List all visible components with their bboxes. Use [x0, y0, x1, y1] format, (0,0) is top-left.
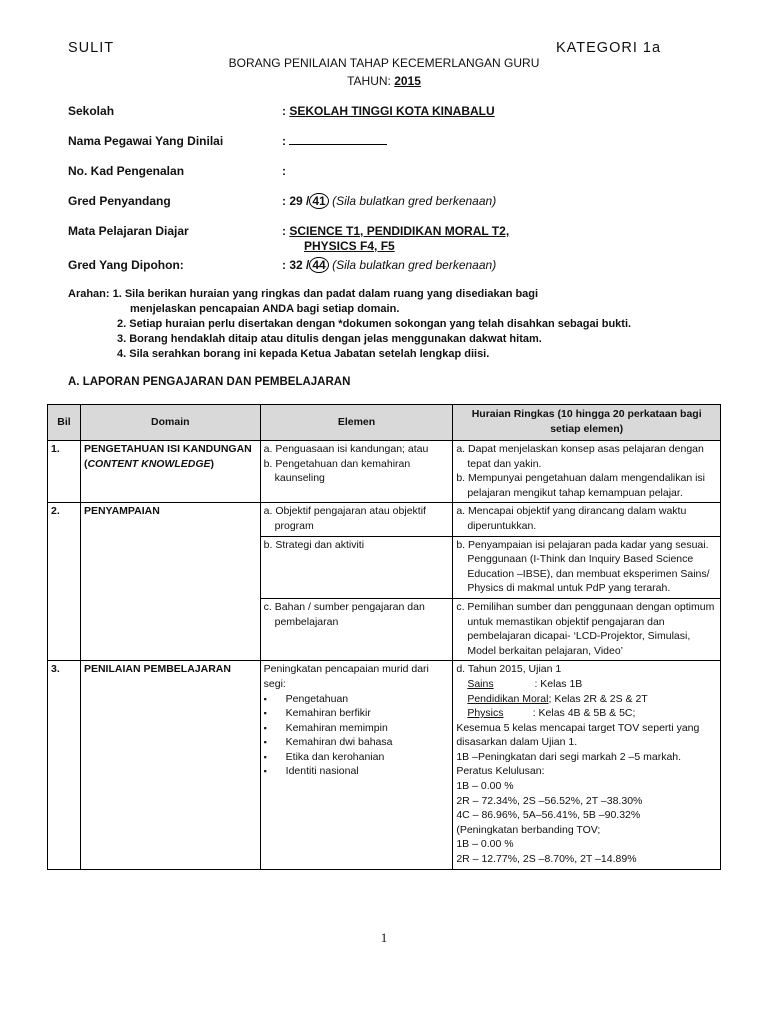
subject-name: Physics [467, 707, 504, 720]
huraian-line: 1B –Peningkatan dari segi markah 2 –5 markah. [456, 750, 682, 763]
subject-classes: : Kelas 1B [493, 677, 583, 690]
huraian-cell [453, 661, 721, 869]
subject-name: Pendidikan Moral [467, 692, 549, 705]
elemen-cell [260, 503, 453, 536]
bil-cell: 3. [48, 661, 81, 869]
year-value: 2015 [394, 74, 421, 88]
huraian-cell [453, 536, 721, 598]
table-row [48, 441, 721, 503]
huraian-item: a. Dapat menjelaskan konsep asas pelajaran dengan tepat dan yakin. [456, 443, 704, 470]
form-title: BORANG PENILAIAN TAHAP KECEMERLANGAN GURU [228, 56, 540, 70]
gred-circled: 44 [309, 257, 328, 273]
huraian-cell [453, 441, 721, 503]
list-item: ▪ Etika dan kerohanian [264, 750, 450, 765]
domain-text: ) [210, 457, 215, 470]
gred-circled: 41 [309, 193, 328, 209]
huraian-item: a. Mencapai objektif yang dirancang dalam waktu diperuntukkan. [456, 505, 687, 532]
header-bil: Bil [48, 405, 81, 441]
table-row [48, 503, 721, 536]
huraian-item: b. Penyampaian isi pelajaran pada kadar yang sesuai. Penggunaan (I-Think dan Inquiry Based Science Education –IBSE), dan membuat eksperimen Sains/ Physics di makmal untuk PdP yang terarah. [456, 538, 710, 595]
header-elemen: Elemen [260, 405, 453, 441]
huraian-detail [456, 677, 717, 721]
bil-cell: 2. [48, 503, 81, 661]
label-kad: No. Kad Pengenalan [68, 164, 185, 178]
gred-option: 29 [289, 194, 303, 208]
gred-note: Sila bulatkan gred berkenaan) [336, 258, 497, 272]
huraian-item: d. Tahun 2015, Ujian 1 [456, 663, 562, 676]
blank-line [289, 134, 387, 145]
table-row [48, 661, 721, 869]
huraian-line: (Peningkatan berbanding TOV; [456, 823, 601, 836]
header-sulit: SULIT [68, 40, 115, 56]
value-gred-dipohon: : 32 / 44 (Sila bulatkan gred berkenaan) [282, 258, 497, 272]
arahan-1: Arahan: 1. Sila berikan huraian yang ringkas dan padat dalam ruang yang disediakan bagi [68, 288, 539, 300]
huraian-line: Kesemua 5 kelas mencapai target TOV seperti yang disasarkan dalam Ujian 1. [456, 721, 700, 749]
section-title: A. LAPORAN PENGAJARAN DAN PEMBELAJARAN [68, 376, 351, 388]
label-gred-dipohon: Gred Yang Dipohon: [68, 258, 184, 272]
gred-option: 32 [289, 258, 303, 272]
subject-classes: ; Kelas 2R & 2S & 2T [548, 692, 648, 705]
value-kad: : [282, 164, 286, 178]
domain-cell: PENYAMPAIAN [80, 503, 260, 661]
list-item: ▪ Pengetahuan [264, 692, 450, 707]
huraian-line: 4C – 86.96%, 5A–56.41%, 5B –90.32% [456, 809, 641, 822]
domain-text: PENGETAHUAN ISI KANDUNGAN ( [83, 443, 252, 470]
elemen-item: c. Bahan / sumber pengajaran dan pembelajaran [263, 600, 425, 628]
label-mata-pelajaran: Mata Pelajaran Diajar [68, 224, 189, 238]
value-mata-pelajaran: : SCIENCE T1, PENDIDIKAN MORAL T2, [282, 224, 510, 238]
subject-classes: : Kelas 4B & 5B & 5C; [503, 707, 636, 720]
label-gred-penyandang: Gred Penyandang [68, 194, 171, 208]
header-domain: Domain [80, 405, 260, 441]
elemen-list [264, 692, 450, 780]
huraian-cell [453, 503, 721, 536]
arahan-2: 2. Setiap huraian perlu disertakan dengan *dokumen sokongan yang telah disahkan sebagai bukti. [117, 318, 632, 330]
value-mata-pelajaran-2 [304, 239, 395, 253]
elemen-item: b. Pengetahuan dan kemahiran kaunseling [263, 457, 411, 485]
value-gred-penyandang: : 29 / 41 (Sila bulatkan gred berkenaan) [282, 194, 497, 208]
huraian-line: 2R – 72.34%, 2S –56.52%, 2T –38.30% [456, 794, 643, 807]
huraian-cell [453, 598, 721, 660]
elemen-item: a. Objektif pengajaran atau objektif program [263, 505, 426, 532]
assessment-table [47, 404, 721, 870]
header-huraian: Huraian Ringkas (10 hingga 20 perkataan bagi setiap elemen) [453, 405, 721, 441]
elemen-cell [260, 536, 453, 598]
form-year [0, 74, 768, 88]
domain-cell [80, 441, 260, 503]
label-nama: Nama Pegawai Yang Dinilai [68, 134, 224, 148]
huraian-item: c. Pemilihan sumber dan penggunaan dengan optimum untuk memastikan objektif pengajaran dan pembelajaran dicapai- ‘LCD-Projektor, Simulasi, Model berkaitan pelajaran, Video’ [456, 600, 715, 657]
elemen-cell [260, 441, 453, 503]
huraian-line: 1B – 0.00 % [456, 780, 514, 793]
huraian-item: b. Mempunyai pengetahuan dalam mengendalikan isi pelajaran mengikut tahap kemampuan pelajar. [456, 472, 706, 499]
arahan-4: 4. Sila serahkan borang ini kepada Ketua Jabatan setelah lengkap diisi. [117, 348, 490, 360]
value-nama: : [282, 134, 387, 148]
arahan-1b: menjelaskan pencapaian ANDA bagi setiap domain. [130, 303, 400, 315]
gred-note: Sila bulatkan gred berkenaan) [336, 194, 497, 208]
header-kategori: KATEGORI 1a [556, 40, 662, 56]
label-sekolah: Sekolah [68, 104, 115, 118]
elemen-cell [260, 598, 453, 660]
elemen-cell [260, 661, 453, 869]
huraian-line: 2R – 12.77%, 2S –8.70%, 2T –14.89% [456, 853, 637, 866]
page-number: 1 [380, 930, 388, 945]
huraian-line: 1B – 0.00 % [456, 838, 514, 851]
list-item: ▪ Identiti nasional [264, 764, 450, 779]
elemen-item: b. Strategi dan aktiviti [263, 538, 365, 551]
domain-cell: PENILAIAN PEMBELAJARAN [80, 661, 260, 869]
subjects-line1: SCIENCE T1, PENDIDIKAN MORAL T2, [289, 224, 510, 238]
domain-italic: CONTENT KNOWLEDGE [87, 457, 211, 470]
list-item: ▪ Kemahiran dwi bahasa [264, 735, 450, 750]
subject-line [467, 692, 717, 707]
table-header-row [48, 405, 721, 441]
subject-line [467, 706, 717, 721]
year-label: TAHUN: [347, 74, 395, 88]
school-name: SEKOLAH TINGGI KOTA KINABALU [289, 104, 495, 118]
value-sekolah: : SEKOLAH TINGGI KOTA KINABALU [282, 104, 495, 118]
subject-name: Sains [467, 677, 494, 690]
subject-line [467, 677, 717, 692]
huraian-line: Peratus Kelulusan: [456, 765, 545, 778]
bil-cell: 1. [48, 441, 81, 503]
elemen-item: a. Penguasaan isi kandungan; atau [263, 443, 429, 455]
list-item: ▪ Kemahiran berfikir [264, 706, 450, 721]
arahan-3: 3. Borang hendaklah ditaip atau ditulis dengan jelas menggunakan dakwat hitam. [117, 333, 542, 345]
subjects-line2: PHYSICS F4, F5 [304, 239, 395, 253]
elemen-intro: Peningkatan pencapaian murid dari segi: [263, 663, 429, 690]
list-item: ▪ Kemahiran memimpin [264, 721, 450, 736]
